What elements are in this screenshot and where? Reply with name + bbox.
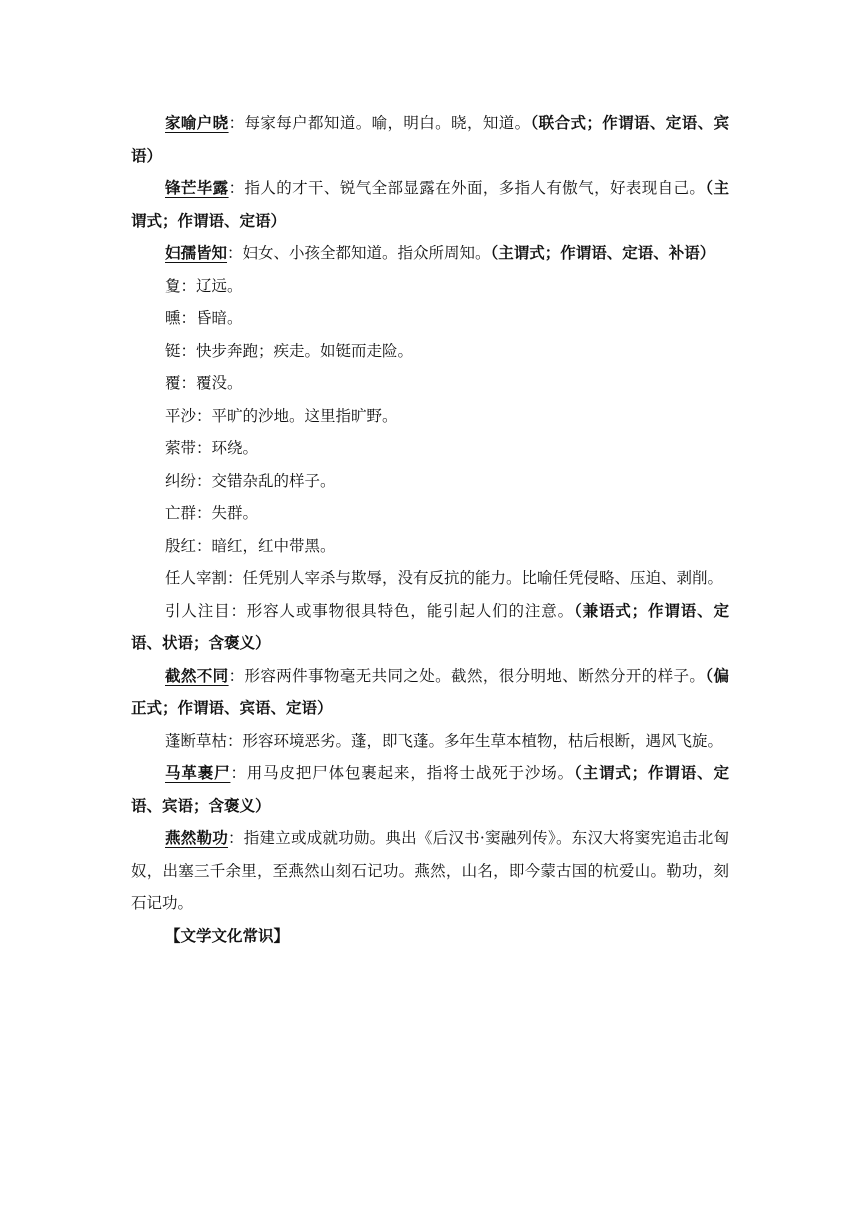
entry-usage-note: （联合式；作谓语、定语、宾语） — [131, 114, 729, 165]
glossary-entry — [131, 335, 729, 368]
entry-definition: ：每家每户都知道。喻，明白。晓，知道。 — [228, 114, 531, 132]
entry-term: 任人宰割 — [165, 569, 228, 587]
entry-term: 燕然勒功 — [165, 829, 228, 847]
glossary-entry — [131, 172, 729, 237]
entry-definition: ：任凭别人宰杀与欺辱，没有反抗的能力。比喻任凭侵略、压迫、剥削。 — [227, 569, 724, 587]
entry-usage-note: （主谓式；作谓语、定语、补语） — [490, 244, 716, 262]
section-heading: 【文学文化常识】 — [165, 926, 290, 945]
glossary-entry — [131, 822, 729, 920]
entry-term: 锋芒毕露 — [165, 179, 229, 197]
glossary-entry — [131, 530, 729, 563]
entry-definition: ：平旷的沙地。这里指旷野。 — [196, 406, 398, 425]
entry-term: 引人注目 — [165, 601, 231, 620]
entry-term: 纠纷 — [165, 471, 197, 490]
entry-definition: ：暗红，红中带黑。 — [196, 536, 336, 555]
glossary-entry — [131, 562, 729, 595]
entry-definition: ：昏暗。 — [180, 309, 243, 327]
entry-term: 曛 — [165, 309, 181, 327]
entry-usage-note: （兼语式；作谓语、定语、状语；含褒义） — [131, 601, 729, 652]
entry-term: 萦带 — [165, 439, 197, 457]
entry-usage-note: （主谓式；作谓语、定语、宾语；含褒义） — [131, 764, 729, 815]
entry-definition: ：辽远。 — [180, 276, 243, 295]
glossary-entry — [131, 432, 729, 465]
glossary-entry — [131, 367, 729, 400]
entry-usage-note: （主谓式；作谓语、定语） — [131, 179, 729, 230]
entry-definition: ：覆没。 — [180, 374, 243, 392]
entry-definition: ：快步奔跑；疾走。如铤而走险。 — [180, 341, 414, 360]
entry-definition: ：指人的才干、锐气全部显露在外面，多指人有傲气，好表现自己。 — [228, 179, 706, 197]
entry-term: 平沙 — [165, 406, 197, 425]
glossary-entry — [131, 270, 729, 303]
entry-definition: ：失群。 — [196, 504, 259, 522]
entry-definition: ：用马皮把尸体包裹起来，指将士战死于沙场。 — [230, 764, 574, 782]
glossary-entry — [131, 107, 729, 172]
entry-definition: ：形容两件事物毫无共同之处。截然，很分明地、断然分开的样子。 — [228, 666, 706, 685]
entry-definition: ：妇女、小孩全都知道。指众所周知。 — [227, 244, 491, 262]
glossary-entry — [131, 497, 729, 530]
glossary-entry — [131, 725, 729, 758]
entry-term: 覆 — [165, 374, 181, 392]
entry-definition: ：环绕。 — [196, 439, 259, 457]
glossary-entry — [131, 302, 729, 335]
glossary-entry — [131, 660, 729, 725]
entry-term: 殷红 — [165, 536, 197, 555]
glossary-list — [131, 107, 729, 920]
entry-term: 妇孺皆知 — [165, 244, 228, 262]
glossary-entry — [131, 595, 729, 660]
entry-term: 马革裹尸 — [165, 764, 231, 782]
entry-definition: ：交错杂乱的样子。 — [196, 471, 336, 490]
glossary-entry — [131, 757, 729, 822]
entry-term: 家喻户晓 — [165, 114, 229, 132]
entry-term: 夐 — [165, 276, 181, 295]
glossary-entry — [131, 465, 729, 498]
entry-definition: ：形容环境恶劣。蓬，即飞蓬。多年生草本植物，枯后根断，遇风飞旋。 — [227, 731, 724, 750]
entry-definition: ：指建立或成就功勋。典出《后汉书·窦融列传》。东汉大将窦宪追击北匈奴，出塞三千余里，至燕然山刻石记功。燕然，山名，即今蒙古国的杭爱山。勒功，刻石记功。 — [131, 829, 729, 912]
glossary-entry — [131, 237, 729, 270]
entry-term: 蓬断草枯 — [165, 731, 228, 750]
entry-term: 铤 — [165, 341, 181, 360]
entry-usage-note: （偏正式；作谓语、宾语、定语） — [131, 666, 729, 717]
glossary-entry — [131, 400, 729, 433]
document-page — [131, 107, 729, 952]
entry-definition: ：形容人或事物很具特色，能引起人们的注意。 — [230, 601, 574, 620]
entry-term: 截然不同 — [165, 666, 229, 685]
entry-term: 亡群 — [165, 504, 197, 522]
